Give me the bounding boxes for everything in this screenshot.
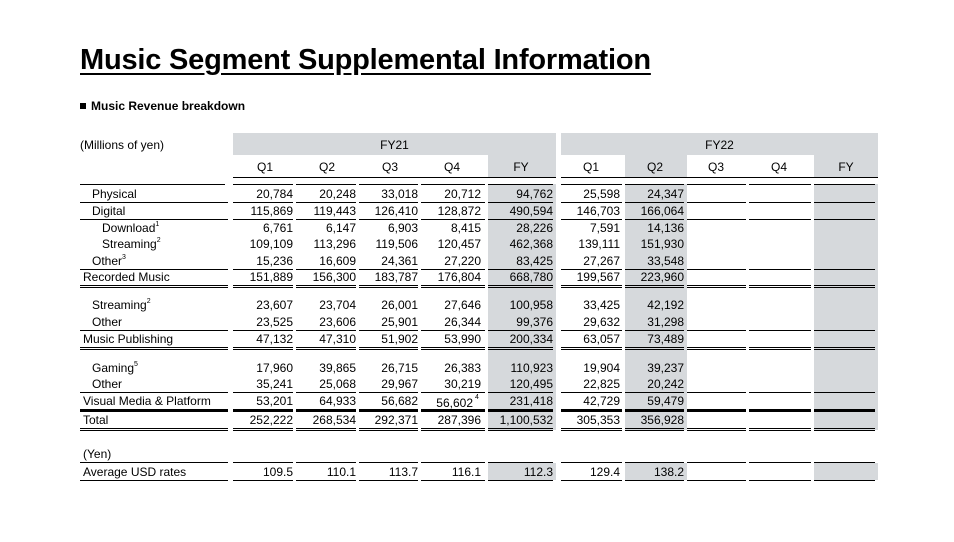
- row-rule: [233, 285, 293, 288]
- table-cell: 183,787: [374, 270, 418, 284]
- row-rule: [80, 219, 228, 220]
- yen-rule: [561, 462, 622, 463]
- row-label: [92, 187, 137, 201]
- table-cell: 146,703: [576, 204, 620, 218]
- row-rule: [814, 330, 875, 331]
- row-rule: [233, 202, 293, 203]
- row-label: [83, 270, 170, 284]
- row-label: [92, 254, 126, 268]
- column-header-fy: FY: [838, 160, 854, 174]
- column-header-q4: Q4: [443, 160, 460, 174]
- yen-rule: [296, 462, 356, 463]
- fy21-label: FY21: [380, 138, 409, 152]
- table-cell: 23,607: [256, 298, 293, 312]
- table-cell: 8,415: [450, 221, 481, 235]
- table-cell: 20,248: [319, 187, 356, 201]
- table-cell: 53,201: [256, 394, 293, 408]
- table-cell: 56,602: [436, 396, 473, 410]
- row-rule: [687, 219, 746, 220]
- table-cell: 23,606: [319, 315, 356, 329]
- row-rule: [625, 347, 684, 350]
- row-rule: [488, 285, 553, 288]
- row-rule: [359, 330, 418, 331]
- usd-bottom-rule: [233, 480, 293, 481]
- table-cell: 42,729: [583, 394, 620, 408]
- column-header-q2: Q2: [318, 160, 335, 174]
- table-cell: 490,594: [509, 204, 553, 218]
- row-rule: [359, 428, 418, 431]
- footnote-marker: 2: [146, 298, 151, 305]
- row-rule: [561, 202, 622, 203]
- table-cell: 305,353: [576, 413, 620, 427]
- total-top-rule: [80, 410, 228, 411]
- row-rule: [421, 347, 485, 350]
- yen-rule: [80, 462, 228, 463]
- table-cell: 94,762: [516, 187, 553, 201]
- row-rule: [625, 285, 684, 288]
- row-label-text: Other: [92, 315, 123, 329]
- usd-bottom-rule: [625, 480, 684, 481]
- row-rule: [296, 285, 356, 288]
- table-cell: 268,534: [312, 413, 356, 427]
- table-cell: 24,361: [381, 254, 418, 268]
- row-rule: [814, 219, 875, 220]
- row-rule: [814, 269, 875, 270]
- table-cell: 26,383: [444, 361, 481, 375]
- table-cell: 30,219: [444, 377, 481, 391]
- table-cell: 29,967: [381, 377, 418, 391]
- row-rule: [687, 285, 746, 288]
- table-cell: 47,310: [319, 332, 356, 346]
- table-cell: 113,296: [313, 237, 356, 251]
- table-cell: 166,064: [640, 204, 684, 218]
- row-rule: [561, 330, 622, 331]
- row-top-rule: [625, 184, 684, 185]
- row-label-text: Other: [92, 254, 123, 268]
- row-rule: [80, 202, 228, 203]
- row-rule: [749, 285, 811, 288]
- total-top-rule: [749, 410, 811, 411]
- usd-rate-cell: 116.1: [451, 465, 481, 479]
- fy22-fy-column-shade: [814, 184, 878, 430]
- table-cell: 287,396: [437, 413, 481, 427]
- total-top-rule: [625, 410, 684, 411]
- row-rule: [296, 392, 356, 393]
- row-rule: [814, 202, 875, 203]
- row-rule: [749, 428, 811, 431]
- table-cell: 6,903: [387, 221, 418, 235]
- row-label: [83, 394, 211, 408]
- table-cell: 27,267: [583, 254, 620, 268]
- row-rule: [749, 202, 811, 203]
- yen-rule: [359, 462, 418, 463]
- row-label-text: Music Publishing: [83, 332, 174, 346]
- table-cell: 199,567: [576, 270, 620, 284]
- row-top-rule: [687, 184, 746, 185]
- table-cell: 64,933: [319, 394, 356, 408]
- table-cell: 151,889: [249, 270, 293, 284]
- row-label-text: Download: [102, 221, 156, 235]
- table-cell: 39,237: [647, 361, 684, 375]
- row-top-rule: [296, 184, 356, 185]
- row-top-rule: [233, 184, 293, 185]
- row-rule: [625, 330, 684, 331]
- yen-label: (Yen): [83, 447, 112, 461]
- row-label: [102, 221, 159, 235]
- row-rule: [749, 392, 811, 393]
- table-cell: 6,147: [325, 221, 356, 235]
- usd-bottom-rule: [80, 480, 228, 481]
- table-cell: 25,901: [381, 315, 418, 329]
- row-rule: [296, 347, 356, 350]
- table-cell: 25,068: [319, 377, 356, 391]
- table-cell: 56,682: [381, 394, 418, 408]
- column-header-q1: Q1: [256, 160, 273, 174]
- row-rule: [749, 219, 811, 220]
- row-rule: [359, 392, 418, 393]
- table-cell: 31,298: [647, 315, 684, 329]
- table-cell: 39,865: [319, 361, 356, 375]
- total-top-rule: [233, 410, 293, 411]
- usd-fy22-fy-shade: [814, 463, 878, 480]
- table-cell: 119,506: [375, 237, 418, 251]
- row-rule: [561, 219, 622, 220]
- row-rule: [296, 202, 356, 203]
- row-rule: [561, 347, 622, 350]
- row-rule: [421, 285, 485, 288]
- row-rule: [233, 219, 293, 220]
- table-cell: 20,242: [647, 377, 684, 391]
- table-cell: 156,300: [312, 270, 356, 284]
- table-cell: 27,220: [444, 254, 481, 268]
- yen-rule: [814, 462, 875, 463]
- row-rule: [749, 330, 811, 331]
- total-top-rule: [488, 410, 553, 411]
- row-rule: [359, 202, 418, 203]
- row-top-rule: [814, 184, 875, 185]
- row-label-text: Visual Media & Platform: [83, 394, 211, 408]
- table-cell: 42,192: [647, 298, 684, 312]
- row-rule: [359, 285, 418, 288]
- row-rule: [625, 219, 684, 220]
- row-rule: [488, 392, 553, 393]
- column-header-q4: Q4: [770, 160, 787, 174]
- table-cell: 14,136: [647, 221, 684, 235]
- table-cell: 16,609: [319, 254, 356, 268]
- total-top-rule: [421, 410, 485, 411]
- usd-rate-cell: 112.3: [523, 465, 553, 479]
- yen-rule: [625, 462, 684, 463]
- row-rule: [749, 269, 811, 270]
- footnote-marker: 5: [134, 361, 138, 368]
- table-cell: 7,591: [589, 221, 620, 235]
- table-cell: 15,236: [256, 254, 293, 268]
- total-top-rule: [561, 410, 622, 411]
- row-label: [83, 332, 173, 346]
- row-rule: [233, 428, 293, 431]
- table-cell: 231,418: [509, 394, 553, 408]
- row-label-text: Streaming: [92, 298, 147, 312]
- section-label: Music Revenue breakdown: [91, 99, 246, 113]
- table-cell: 462,368: [509, 237, 553, 251]
- table-cell: 83,425: [516, 254, 553, 268]
- yen-rule: [421, 462, 485, 463]
- row-rule: [625, 202, 684, 203]
- row-label: [92, 298, 151, 312]
- total-top-rule: [296, 410, 356, 411]
- row-rule: [488, 347, 553, 350]
- row-rule: [233, 392, 293, 393]
- table-cell: 26,001: [381, 298, 418, 312]
- table-cell: 128,872: [437, 204, 481, 218]
- row-rule: [80, 392, 228, 393]
- row-rule: [687, 330, 746, 331]
- table-cell: 292,371: [374, 413, 418, 427]
- table-cell: 223,960: [640, 270, 684, 284]
- row-label-text: Total: [83, 413, 109, 427]
- footnote-marker: 4: [475, 394, 479, 401]
- row-rule: [421, 428, 485, 431]
- table-cell: 22,825: [583, 377, 620, 391]
- table-cell: 33,425: [583, 298, 620, 312]
- table-cell: 59,479: [647, 394, 684, 408]
- table-cell: 252,222: [249, 413, 293, 427]
- square-bullet-icon: [80, 103, 86, 109]
- row-rule: [296, 219, 356, 220]
- table-cell: 139,111: [578, 237, 620, 251]
- table-cell: 28,226: [516, 221, 553, 235]
- table-cell: 63,057: [583, 332, 620, 346]
- row-rule: [421, 202, 485, 203]
- row-label-text: Streaming: [102, 237, 157, 251]
- row-label-text: Other: [92, 377, 123, 391]
- row-top-rule: [561, 184, 622, 185]
- row-label: [92, 377, 122, 391]
- table-cell: 47,132: [256, 332, 293, 346]
- row-label: [92, 315, 122, 329]
- fy22-header-underline: [561, 177, 878, 178]
- row-label-text: Digital: [92, 204, 126, 218]
- footnote-marker: 1: [155, 221, 160, 228]
- usd-rate-label: Average USD rates: [83, 465, 187, 479]
- usd-bottom-rule: [296, 480, 356, 481]
- usd-rate-cell: 129.4: [589, 465, 620, 479]
- row-rule: [749, 347, 811, 350]
- row-rule: [625, 428, 684, 431]
- row-rule: [687, 428, 746, 431]
- row-label-text: Physical: [92, 187, 137, 201]
- total-top-rule: [814, 410, 875, 411]
- table-cell: 151,930: [640, 237, 684, 251]
- table-cell: 6,761: [262, 221, 293, 235]
- table-cell: 33,548: [647, 254, 684, 268]
- table-cell: 110,923: [510, 361, 553, 375]
- fy22-label: FY22: [705, 138, 734, 152]
- yen-rule: [687, 462, 746, 463]
- row-rule: [625, 392, 684, 393]
- row-rule: [296, 428, 356, 431]
- row-rule: [359, 219, 418, 220]
- yen-rule: [749, 462, 811, 463]
- table-cell: 120,495: [509, 377, 553, 391]
- unit-label: (Millions of yen): [80, 138, 165, 152]
- table-cell: 109,109: [249, 237, 293, 251]
- table-cell: 24,347: [647, 187, 684, 201]
- row-top-rule: [359, 184, 418, 185]
- usd-bottom-rule: [359, 480, 418, 481]
- total-top-rule: [359, 410, 418, 411]
- footnote-marker: 2: [156, 237, 161, 244]
- table-cell: 51,902: [381, 332, 418, 346]
- row-rule: [687, 202, 746, 203]
- table-cell: 119,443: [313, 204, 356, 218]
- row-label: [83, 413, 108, 427]
- row-rule: [80, 347, 228, 350]
- table-cell: 53,990: [444, 332, 481, 346]
- table-cell: 126,410: [374, 204, 418, 218]
- table-cell: 23,525: [256, 315, 293, 329]
- row-rule: [488, 330, 553, 331]
- row-rule: [488, 202, 553, 203]
- row-rule: [421, 219, 485, 220]
- row-rule: [488, 428, 553, 431]
- usd-bottom-rule: [687, 480, 746, 481]
- row-rule: [687, 392, 746, 393]
- yen-rule: [488, 462, 553, 463]
- row-top-rule: [421, 184, 485, 185]
- usd-bottom-rule: [561, 480, 622, 481]
- usd-rate-cell: 109.5: [262, 465, 293, 479]
- row-rule: [80, 285, 228, 288]
- table-cell: 17,960: [256, 361, 293, 375]
- column-header-q2: Q2: [646, 160, 663, 174]
- table-cell: 1,100,532: [499, 413, 553, 427]
- table-cell: 356,928: [640, 413, 684, 427]
- row-top-rule: [749, 184, 811, 185]
- row-label: [102, 237, 161, 251]
- table-cell: 20,784: [256, 187, 293, 201]
- table-cell: 27,646: [444, 298, 481, 312]
- row-rule: [814, 347, 875, 350]
- table-cell: 176,804: [437, 270, 481, 284]
- usd-bottom-rule: [421, 480, 485, 481]
- row-rule: [233, 330, 293, 331]
- row-rule: [561, 428, 622, 431]
- table-cell: 20,712: [444, 187, 481, 201]
- table-cell: 26,344: [444, 315, 481, 329]
- table-cell: 25,598: [583, 187, 620, 201]
- table-cell: 26,715: [381, 361, 418, 375]
- fy21-header-underline: [233, 177, 556, 178]
- row-rule: [814, 428, 875, 431]
- row-label-text: Recorded Music: [83, 270, 170, 284]
- row-rule: [421, 330, 485, 331]
- row-rule: [814, 285, 875, 288]
- table-cell: 120,457: [437, 237, 481, 251]
- column-header-q3: Q3: [381, 160, 398, 174]
- table-cell: 73,489: [647, 332, 684, 346]
- table-cell: 115,869: [250, 204, 293, 218]
- usd-bottom-rule: [749, 480, 811, 481]
- total-top-rule: [687, 410, 746, 411]
- row-rule: [80, 428, 228, 431]
- table-cell: 35,241: [256, 377, 293, 391]
- row-label: [92, 204, 125, 218]
- usd-bottom-rule: [488, 480, 553, 481]
- table-cell: 99,376: [516, 315, 553, 329]
- row-rule: [80, 330, 228, 331]
- column-header-q3: Q3: [707, 160, 724, 174]
- row-rule: [687, 347, 746, 350]
- table-cell: 19,904: [583, 361, 620, 375]
- usd-bottom-rule: [814, 480, 875, 481]
- row-rule: [814, 392, 875, 393]
- row-top-rule: [488, 184, 553, 185]
- row-top-rule: [80, 184, 225, 185]
- section-heading: [80, 99, 245, 113]
- usd-rate-cell: 113.7: [388, 465, 418, 479]
- row-label: [92, 361, 138, 375]
- table-cell: 200,334: [509, 332, 553, 346]
- row-rule: [233, 347, 293, 350]
- row-rule: [561, 285, 622, 288]
- usd-rate-cell: 138.2: [653, 465, 684, 479]
- row-rule: [296, 330, 356, 331]
- page-title: Music Segment Supplemental Information: [80, 44, 651, 76]
- table-cell: 100,958: [509, 298, 553, 312]
- table-cell: 23,704: [319, 298, 356, 312]
- table-cell: 33,018: [381, 187, 418, 201]
- row-label-text: Gaming: [92, 361, 135, 375]
- footnote-marker: 3: [122, 254, 126, 261]
- usd-rate-cell: 110.1: [326, 465, 356, 479]
- row-rule: [561, 392, 622, 393]
- row-rule: [488, 219, 553, 220]
- row-rule: [687, 269, 746, 270]
- row-rule: [359, 347, 418, 350]
- column-header-fy: FY: [513, 160, 529, 174]
- yen-rule: [233, 462, 293, 463]
- table-cell: 668,780: [509, 270, 553, 284]
- column-header-q1: Q1: [582, 160, 599, 174]
- table-cell: 29,632: [583, 315, 620, 329]
